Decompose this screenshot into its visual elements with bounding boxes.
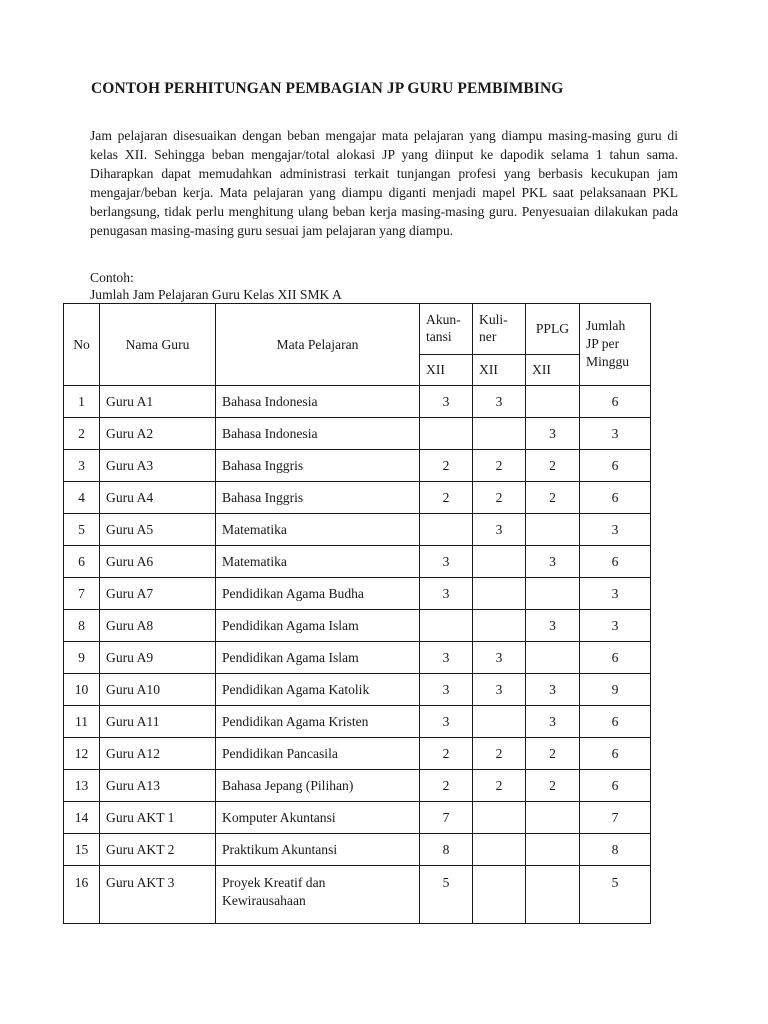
cell-nama-guru: Guru A8 [100,610,216,642]
jp-table [63,303,651,924]
header-kuliner: Kuli- ner [473,304,526,355]
cell-kuliner [473,802,526,834]
table-row [64,802,651,834]
cell-nama-guru: Guru A12 [100,738,216,770]
cell-no: 10 [64,674,100,706]
header-no: No [64,304,100,386]
cell-kuliner: 3 [473,386,526,418]
cell-pplg: 3 [526,610,580,642]
table-title: Jumlah Jam Pelajaran Guru Kelas XII SMK A [90,287,342,302]
cell-no: 3 [64,450,100,482]
cell-akuntansi: 8 [420,834,473,866]
header-kelas-kuliner: XII [473,355,526,386]
cell-kuliner [473,834,526,866]
table-row [64,706,651,738]
cell-akuntansi: 3 [420,706,473,738]
table-row [64,834,651,866]
cell-jumlah-jp: 3 [580,418,651,450]
cell-jumlah-jp: 3 [580,514,651,546]
cell-no: 16 [64,866,100,924]
table-row [64,418,651,450]
table-row [64,610,651,642]
cell-akuntansi: 7 [420,802,473,834]
cell-no: 9 [64,642,100,674]
header-nama-guru: Nama Guru [100,304,216,386]
cell-mata-pelajaran: Pendidikan Agama Islam [216,610,420,642]
cell-pplg: 2 [526,450,580,482]
cell-nama-guru: Guru AKT 3 [100,866,216,924]
cell-kuliner: 2 [473,738,526,770]
cell-pplg: 3 [526,706,580,738]
cell-kuliner [473,866,526,924]
cell-jumlah-jp: 6 [580,450,651,482]
table-row [64,642,651,674]
cell-nama-guru: Guru A9 [100,642,216,674]
cell-no: 14 [64,802,100,834]
cell-jumlah-jp: 6 [580,770,651,802]
cell-pplg [526,834,580,866]
table-row [64,866,651,924]
cell-pplg [526,866,580,924]
cell-nama-guru: Guru A10 [100,674,216,706]
table-row [64,738,651,770]
cell-akuntansi: 3 [420,578,473,610]
example-label: Contoh: [90,270,134,285]
cell-jumlah-jp: 9 [580,674,651,706]
cell-no: 5 [64,514,100,546]
cell-pplg: 3 [526,674,580,706]
cell-no: 7 [64,578,100,610]
cell-pplg: 2 [526,738,580,770]
cell-no: 12 [64,738,100,770]
cell-mata-pelajaran: Pendidikan Agama Katolik [216,674,420,706]
table-row [64,578,651,610]
cell-nama-guru: Guru A2 [100,418,216,450]
cell-mata-pelajaran: Pendidikan Agama Kristen [216,706,420,738]
cell-kuliner [473,578,526,610]
cell-jumlah-jp: 8 [580,834,651,866]
cell-mata-pelajaran: Pendidikan Agama Islam [216,642,420,674]
cell-no: 2 [64,418,100,450]
header-kelas-pplg: XII [526,355,580,386]
cell-pplg: 3 [526,418,580,450]
cell-akuntansi: 3 [420,674,473,706]
cell-jumlah-jp: 6 [580,642,651,674]
table-row [64,482,651,514]
cell-akuntansi: 2 [420,482,473,514]
table-header [64,304,651,386]
cell-no: 4 [64,482,100,514]
cell-mata-pelajaran: Praktikum Akuntansi [216,834,420,866]
cell-no: 1 [64,386,100,418]
cell-no: 13 [64,770,100,802]
cell-pplg: 3 [526,546,580,578]
cell-mata-pelajaran: Matematika [216,514,420,546]
cell-nama-guru: Guru AKT 1 [100,802,216,834]
cell-jumlah-jp: 3 [580,578,651,610]
cell-jumlah-jp: 3 [580,610,651,642]
cell-no: 6 [64,546,100,578]
cell-jumlah-jp: 5 [580,866,651,924]
cell-mata-pelajaran: Komputer Akuntansi [216,802,420,834]
cell-nama-guru: Guru A7 [100,578,216,610]
header-mata-pelajaran: Mata Pelajaran [216,304,420,386]
cell-mata-pelajaran: Bahasa Jepang (Pilihan) [216,770,420,802]
cell-akuntansi: 3 [420,642,473,674]
table-row [64,674,651,706]
table-row [64,514,651,546]
cell-nama-guru: Guru A3 [100,450,216,482]
cell-jumlah-jp: 6 [580,546,651,578]
cell-mata-pelajaran: Proyek Kreatif dan Kewirausahaan [216,866,420,924]
cell-kuliner: 2 [473,482,526,514]
cell-jumlah-jp: 7 [580,802,651,834]
cell-kuliner: 3 [473,514,526,546]
cell-akuntansi: 2 [420,738,473,770]
cell-akuntansi: 2 [420,450,473,482]
header-kelas-akuntansi: XII [420,355,473,386]
cell-pplg [526,386,580,418]
cell-mata-pelajaran: Bahasa Inggris [216,450,420,482]
header-akuntansi: Akun- tansi [420,304,473,355]
cell-jumlah-jp: 6 [580,706,651,738]
cell-no: 11 [64,706,100,738]
header-pplg: PPLG [526,304,580,355]
cell-pplg [526,802,580,834]
cell-pplg [526,642,580,674]
cell-akuntansi: 3 [420,386,473,418]
cell-kuliner [473,706,526,738]
cell-akuntansi [420,610,473,642]
cell-kuliner: 3 [473,674,526,706]
cell-kuliner: 2 [473,770,526,802]
cell-mata-pelajaran: Pendidikan Pancasila [216,738,420,770]
cell-jumlah-jp: 6 [580,738,651,770]
cell-no: 15 [64,834,100,866]
cell-pplg: 2 [526,770,580,802]
cell-mata-pelajaran: Matematika [216,546,420,578]
cell-akuntansi: 3 [420,546,473,578]
cell-pplg [526,578,580,610]
table-row [64,386,651,418]
cell-nama-guru: Guru A4 [100,482,216,514]
cell-nama-guru: Guru A11 [100,706,216,738]
cell-mata-pelajaran: Bahasa Indonesia [216,386,420,418]
document-title: CONTOH PERHITUNGAN PEMBAGIAN JP GURU PEMBIMBING [91,80,564,97]
cell-akuntansi: 5 [420,866,473,924]
cell-kuliner: 3 [473,642,526,674]
cell-kuliner [473,418,526,450]
intro-paragraph: Jam pelajaran disesuaikan dengan beban mengajar mata pelajaran yang diampu masing-masing guru di kelas XII. Sehingga beban mengajar/total alokasi JP yang diinput ke dapodik selama 1 tahun sama. Diharapkan dapat memudahkan administrasi terkait tunjangan profesi yang berbasis kecukupan jam mengajar/beban kerja. Mata pelajaran yang diampu diganti menjadi mapel PKL saat pelaksanaan PKL berlangsung, tidak perlu menghitung ulang beban kerja masing-masing guru. Penyesuaian dilakukan pada penugasan masing-masing guru sesuai jam pelajaran yang diampu. [90,128,678,238]
cell-akuntansi [420,514,473,546]
cell-mata-pelajaran: Pendidikan Agama Budha [216,578,420,610]
cell-kuliner [473,610,526,642]
cell-akuntansi [420,418,473,450]
cell-nama-guru: Guru A5 [100,514,216,546]
cell-mata-pelajaran: Bahasa Indonesia [216,418,420,450]
table-row [64,450,651,482]
cell-kuliner [473,546,526,578]
table-row [64,546,651,578]
cell-jumlah-jp: 6 [580,482,651,514]
table-row [64,770,651,802]
cell-nama-guru: Guru AKT 2 [100,834,216,866]
cell-nama-guru: Guru A13 [100,770,216,802]
cell-nama-guru: Guru A1 [100,386,216,418]
cell-akuntansi: 2 [420,770,473,802]
cell-pplg: 2 [526,482,580,514]
table-body [64,386,651,924]
header-jumlah-jp: Jumlah JP per Minggu [580,304,651,386]
cell-mata-pelajaran: Bahasa Inggris [216,482,420,514]
cell-no: 8 [64,610,100,642]
cell-kuliner: 2 [473,450,526,482]
cell-jumlah-jp: 6 [580,386,651,418]
cell-pplg [526,514,580,546]
cell-nama-guru: Guru A6 [100,546,216,578]
